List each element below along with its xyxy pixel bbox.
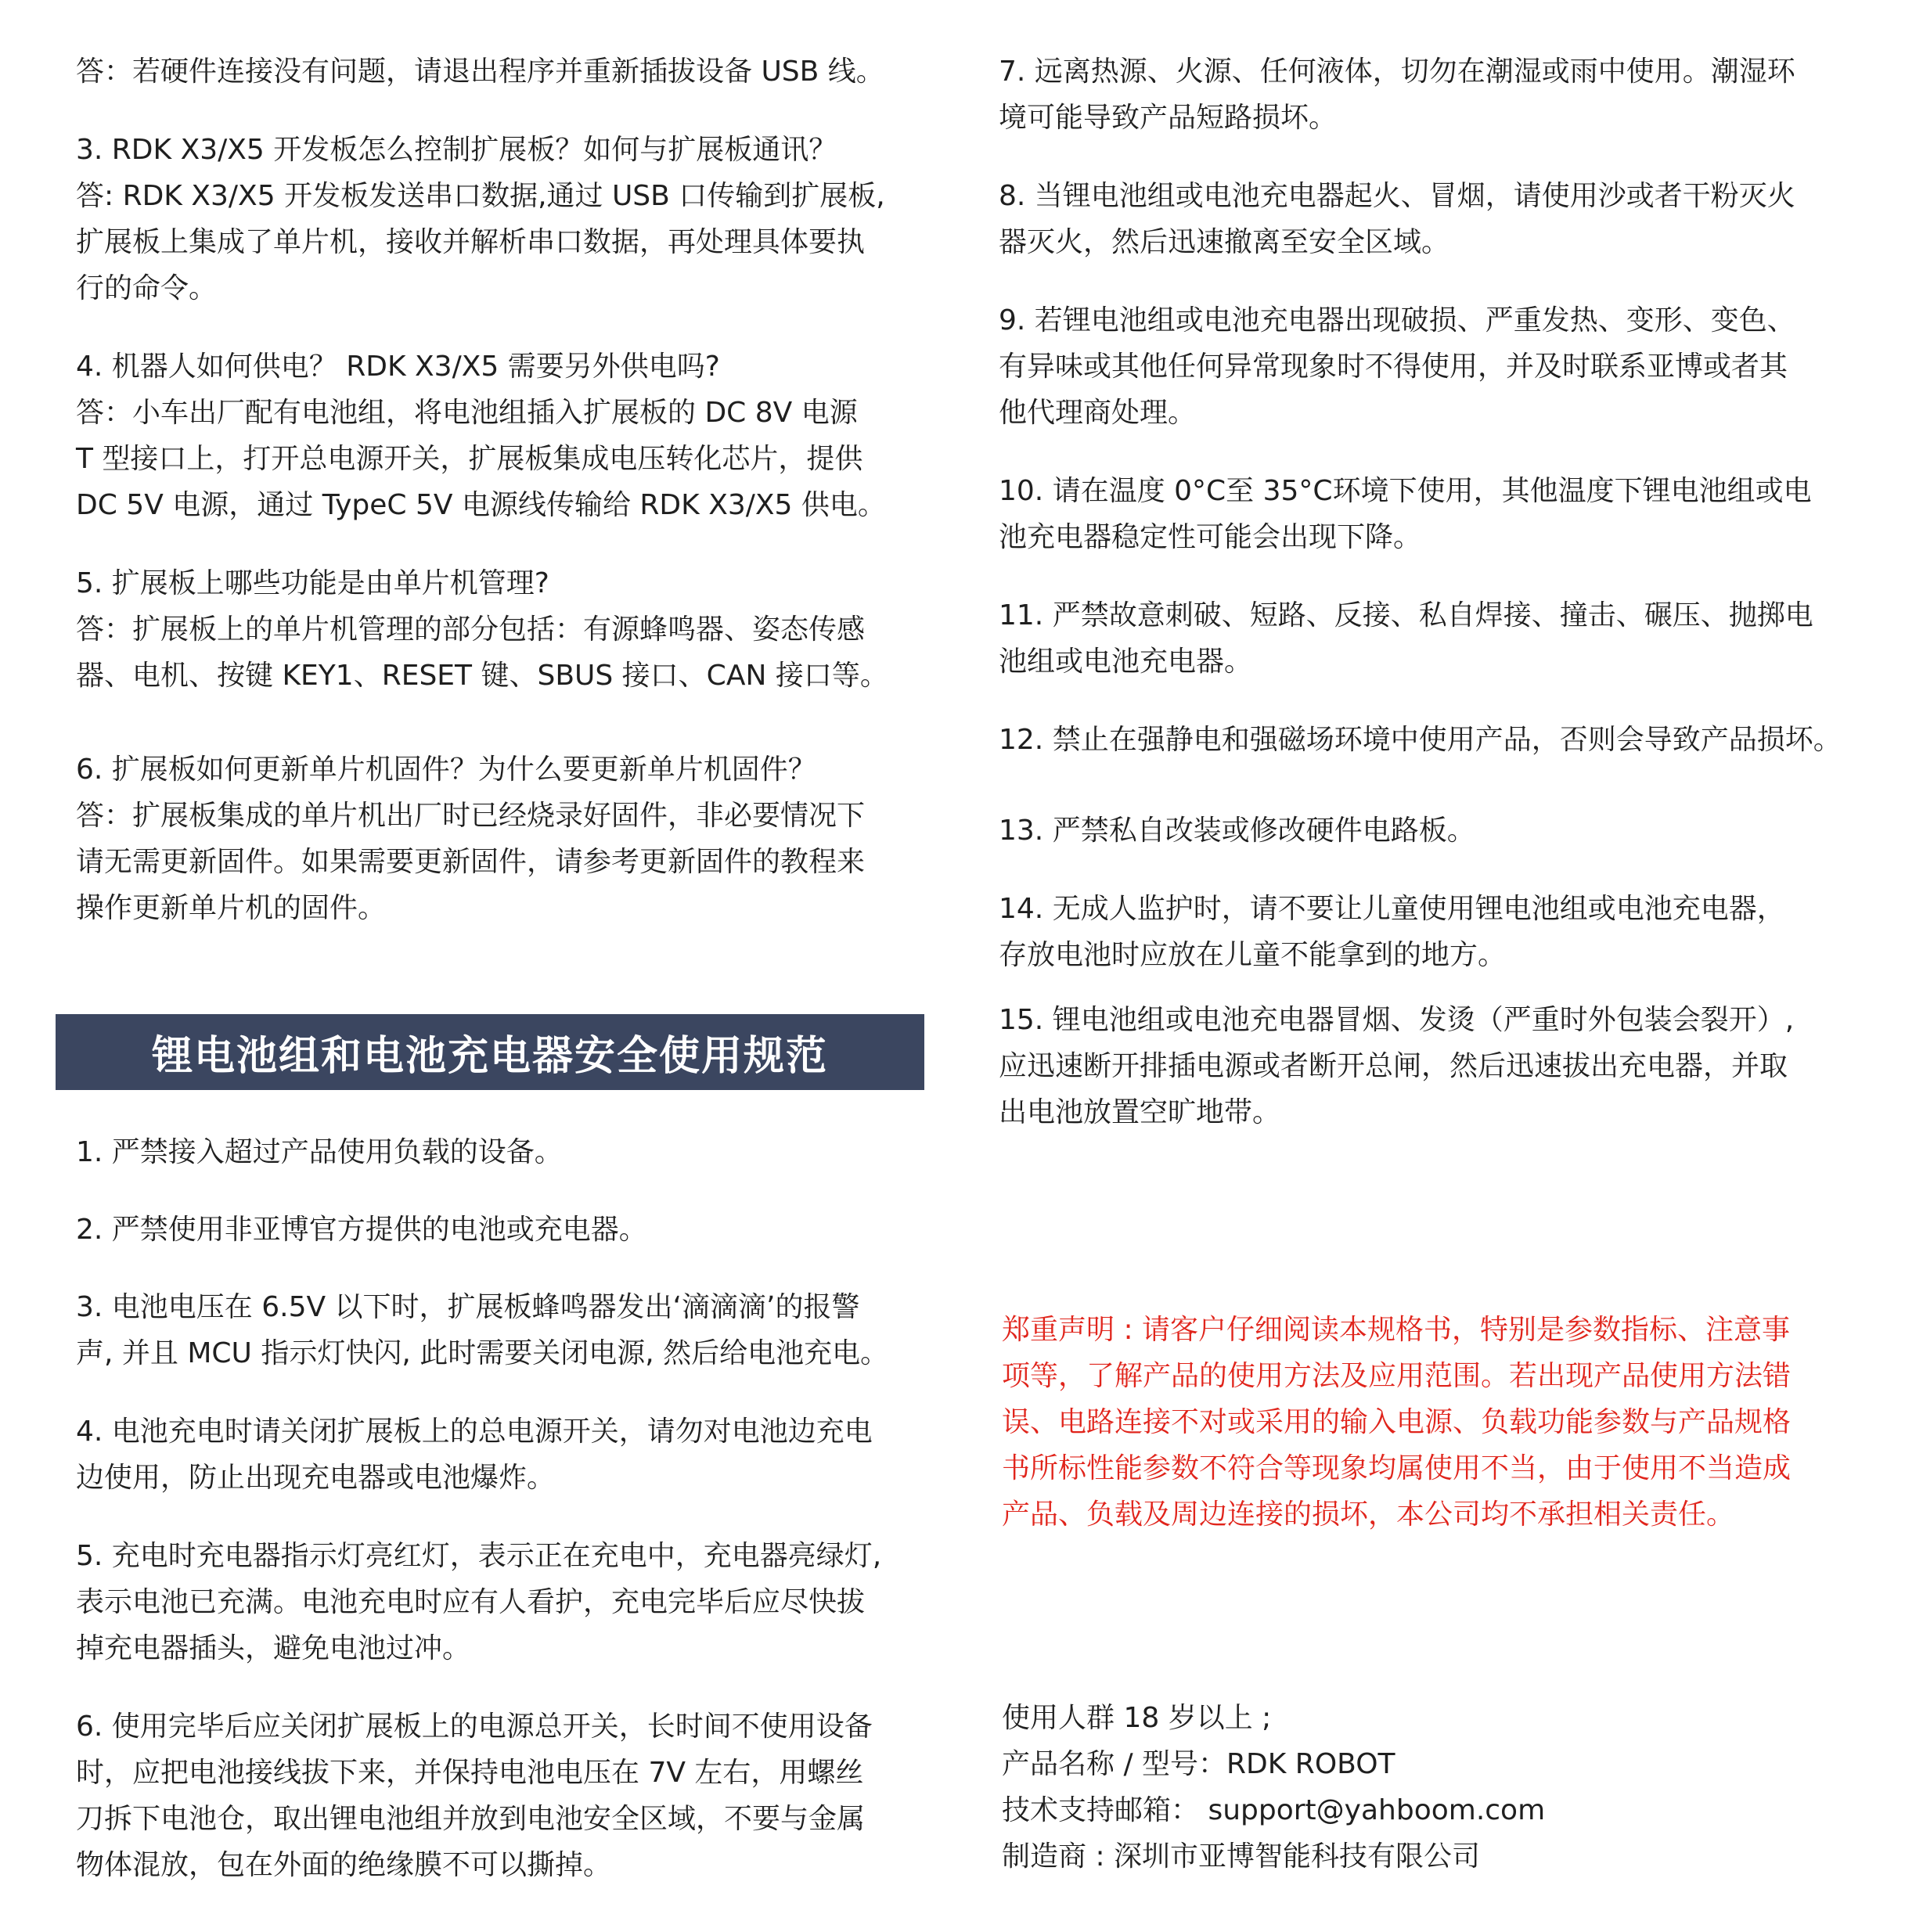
manufacturer-info: 制造商 : 深圳市亚博智能科技有限公司: [1002, 1840, 1481, 1873]
faq-question-4: 4. 机器人如何供电？ RDK X3/X5 需要另外供电吗?: [76, 351, 720, 383]
safety-item-12: 12. 禁止在强静电和强磁场环境中使用产品，否则会导致产品损坏。: [999, 724, 1842, 756]
audience-info: 使用人群 18 岁以上 ;: [1002, 1702, 1272, 1734]
safety-item-9: 9. 若锂电池组或电池充电器出现破损、严重发热、变形、变色、 有异味或其他任何异常现象时不得使用，并及时联系亚博或者其 他代理商处理。: [999, 304, 1795, 429]
safety-item-11: 11. 严禁故意刺破、短路、反接、私自焊接、撞击、碾压、抛掷电 池组或电池充电器。: [999, 599, 1813, 678]
section-title: 锂电池组和电池充电器安全使用规范: [151, 1033, 828, 1080]
safety-list-right: [999, 49, 1852, 1135]
safety-item-6: 6. 使用完毕后应关闭扩展板上的电源总开关，长时间不使用设备 时，应把电池接线拔下来，并保持电池电压在 7V 左右，用螺丝 刀拆下电池仓，取出锂电池组并放到电池安全区域，不要与金属 物体混放，包在外面的绝缘膜不可以撕掉。: [76, 1711, 873, 1881]
faq-question-3: 3. RDK X3/X5 开发板怎么控制扩展板？如何与扩展板通讯？: [76, 134, 837, 166]
safety-item-10: 10. 请在温度 0°C至 35°C环境下使用，其他温度下锂电池组或电 池充电器稳定性可能会出现下降。: [999, 475, 1812, 553]
disclaimer-text: 郑重声明 : 请客户仔细阅读本规格书，特别是参数指标、注意事 项等，了解产品的使用方法及应用范围。若出现产品使用方法错 误、电路连接不对或采用的输入电源、负载功能参数与产品规格 书所标性能参数不符合等现象均属使用不当，由于使用不当造成 产品、负载及周边连接的损坏，本公司均不承担相关责任。: [1002, 1314, 1792, 1531]
faq-answer-3: 答: RDK X3/X5 开发板发送串口数据,通过 USB 口传输到扩展板, 扩展板上集成了单片机，接收并解析串口数据，再处理具体要执 行的命令。: [76, 180, 885, 304]
faq-answer-5: 答：扩展板上的单片机管理的部分包括：有源蜂鸣器、姿态传感 器、电机、按键 KEY1、RESET 键、SBUS 接口、CAN 接口等。: [76, 613, 888, 692]
faq-answer-2-tail: 答：若硬件连接没有问题，请退出程序并重新插拔设备 USB 线。: [76, 56, 884, 88]
safety-item-2: 2. 严禁使用非亚博官方提供的电池或充电器。: [76, 1214, 647, 1246]
safety-item-14: 14. 无成人监护时，请不要让儿童使用锂电池组或电池充电器， 存放电池时应放在儿童不能拿到的地方。: [999, 893, 1785, 971]
safety-item-15: 15. 锂电池组或电池充电器冒烟、发烫（严重时外包装会裂开）, 应迅速断开排插电源或者断开总闸，然后迅速拔出充电器，并取 出电池放置空旷地带。: [999, 1004, 1795, 1128]
faq-question-5: 5. 扩展板上哪些功能是由单片机管理?: [76, 567, 549, 599]
safety-item-13: 13. 严禁私自改装或修改硬件电路板。: [999, 815, 1475, 847]
product-info: [1002, 1695, 1855, 1880]
safety-item-5: 5. 充电时充电器指示灯亮红灯，表示正在充电中，充电器亮绿灯, 表示电池已充满。电池充电时应有人看护，充电完毕后应尽快拔 掉充电器插头，避免电池过冲。: [76, 1540, 882, 1664]
disclaimer-notice: [1002, 1307, 1855, 1538]
faq-column: [76, 49, 929, 931]
safety-item-4: 4. 电池充电时请关闭扩展板上的总电源开关，请勿对电池边充电 边使用，防止出现充电器或电池爆炸。: [76, 1416, 873, 1494]
faq-question-6: 6. 扩展板如何更新单片机固件？为什么要更新单片机固件？: [76, 754, 816, 786]
section-banner: [56, 1014, 924, 1090]
product-model: 产品名称 / 型号：RDK ROBOT: [1002, 1748, 1395, 1780]
safety-item-7: 7. 远离热源、火源、任何液体，切勿在潮湿或雨中使用。潮湿环 境可能导致产品短路损坏。: [999, 56, 1795, 134]
safety-list-left: [76, 1129, 929, 1888]
faq-answer-4: 答：小车出厂配有电池组，将电池组插入扩展板的 DC 8V 电源 T 型接口上，打开总电源开关，扩展板集成电压转化芯片，提供 DC 5V 电源，通过 TypeC 5V 电源线传输给 RDK X3/X5 供电。: [76, 397, 886, 521]
safety-item-3: 3. 电池电压在 6.5V 以下时，扩展板蜂鸣器发出‘滴滴滴’的报警 声, 并且 MCU 指示灯快闪, 此时需要关闭电源, 然后给电池充电。: [76, 1291, 889, 1369]
safety-item-1: 1. 严禁接入超过产品使用负载的设备。: [76, 1136, 563, 1168]
faq-answer-6: 答：扩展板集成的单片机出厂时已经烧录好固件，非必要情况下 请无需更新固件。如果需要更新固件，请参考更新固件的教程来 操作更新单片机的固件。: [76, 800, 866, 924]
safety-item-8: 8. 当锂电池组或电池充电器起火、冒烟，请使用沙或者干粉灭火 器灭火，然后迅速撤离至安全区域。: [999, 180, 1795, 258]
support-email: 技术支持邮箱： support@yahboom.com: [1002, 1794, 1546, 1826]
